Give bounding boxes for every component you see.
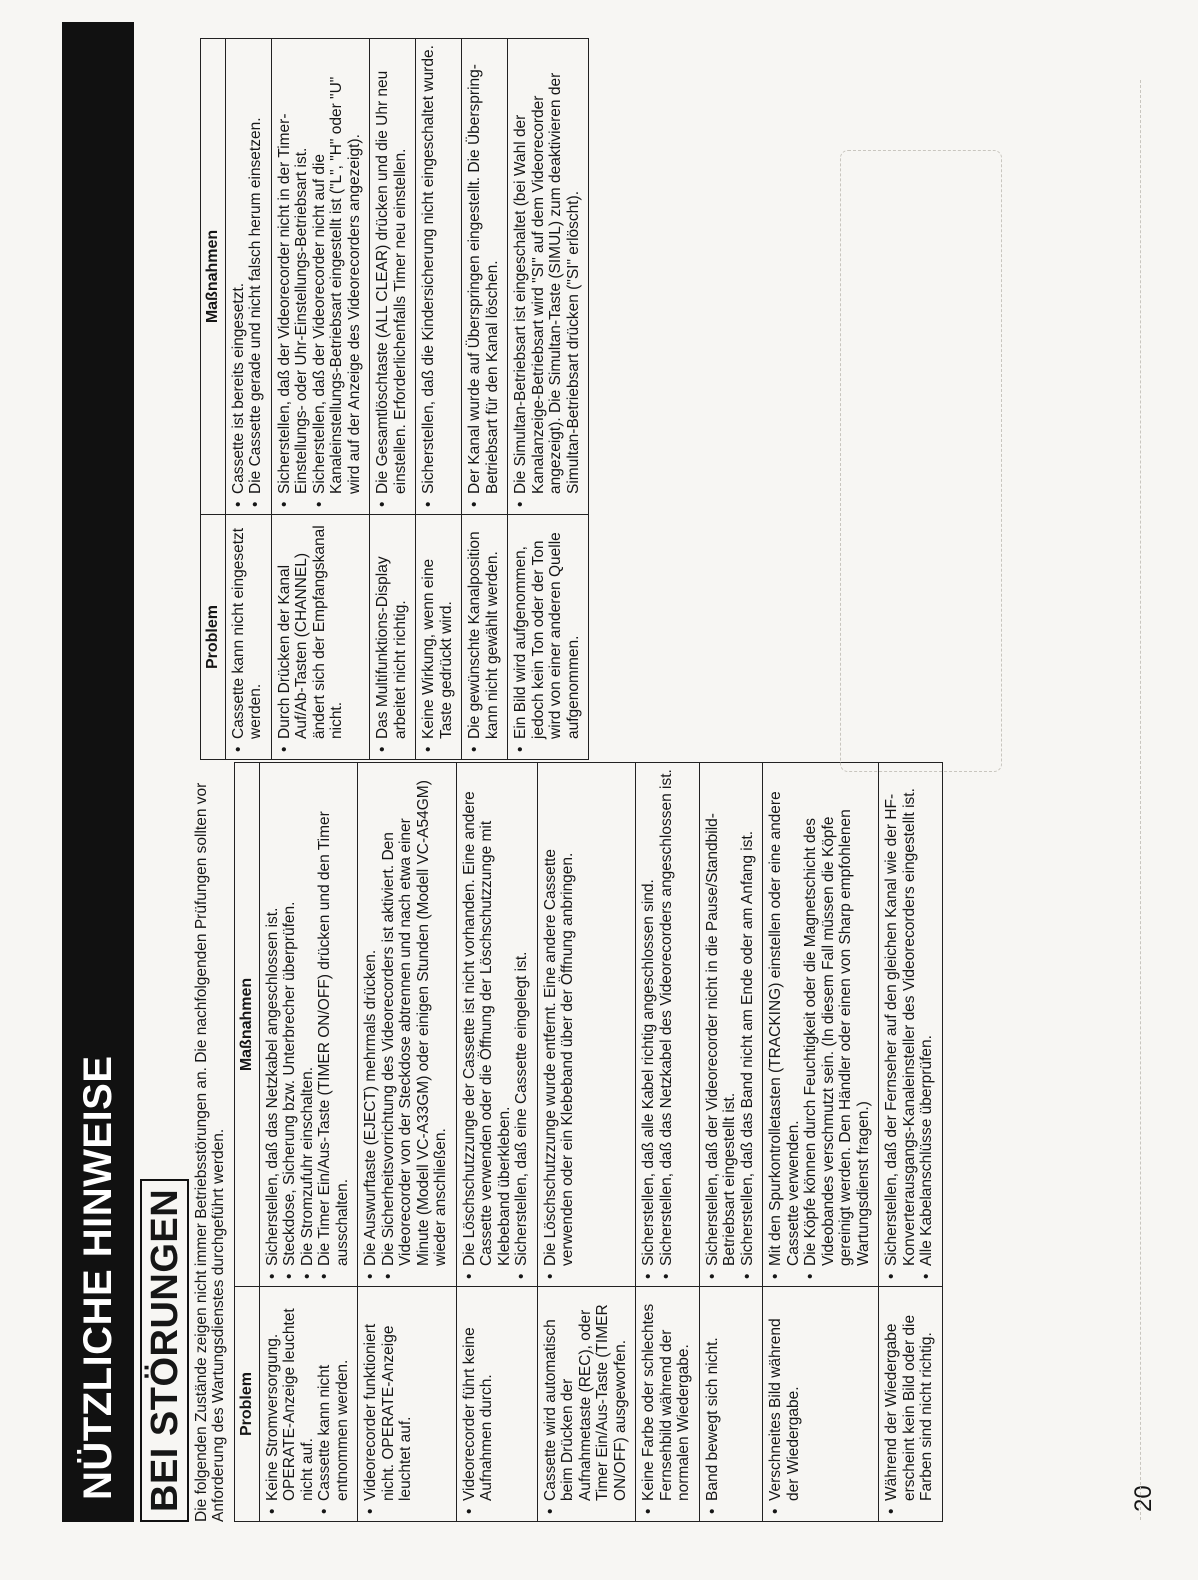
table-row — [225, 39, 271, 760]
problem-item: • Durch Drücken der Kanal Auf/Ab-Tasten (CHANNEL) ändert sich der Empfangskanal nicht. — [276, 521, 346, 753]
measure-item: • Die Cassette gerade und nicht falsch herum einsetzen. — [247, 45, 265, 508]
problem-cell — [537, 1287, 636, 1522]
header-problem: Problem — [200, 515, 225, 760]
measure-item: • Cassette ist bereits eingesetzt. — [230, 45, 248, 508]
measures-list — [767, 769, 872, 1280]
table-row — [636, 763, 700, 1522]
faint-illegible-text — [142, 38, 161, 760]
measures-list — [640, 769, 675, 1280]
problem-cell — [259, 1287, 358, 1522]
problem-list — [276, 521, 346, 753]
measures-cell — [259, 763, 358, 1287]
measure-item: • Alle Kabelanschlüsse überprüfen. — [918, 769, 936, 1280]
problem-item: • Cassette kann nicht eingesetzt werden. — [230, 521, 265, 753]
problem-item: • Cassette wird automatisch beim Drücken der Aufnahmetaste (REC), oder Timer Ein/Aus-Taste (TIMER ON/OFF) ausgeworfen. — [542, 1293, 630, 1515]
measures-cell — [879, 763, 943, 1287]
measures-cell — [225, 39, 271, 515]
table-row — [456, 763, 537, 1522]
measure-item: • Die Timer Ein/Aus-Taste (TIMER ON/OFF) drücken und den Timer ausschalten. — [316, 769, 351, 1280]
measure-item: • Steckdose, Sicherung bzw. Unterbrecher überprüfen. — [281, 769, 299, 1280]
measures-list — [374, 45, 409, 508]
measures-list — [276, 45, 364, 508]
problem-item: • Band bewegt sich nicht. — [704, 1293, 722, 1515]
problem-cell — [370, 515, 416, 760]
table-row — [358, 763, 457, 1522]
measure-item: • Die Stromzufuhr einschalten. — [299, 769, 317, 1280]
measure-item: • Die Simultan-Betriebsart ist eingeschaltet (bei Wahl der Kanalanzeige-Betriebsart wird "SI" auf dem Videorecorder angezeigt). Die Simultan-Taste (SIMUL) zum deaktivieren der Simultan-Betriebsart drücken ("SI" erlöscht). — [512, 45, 582, 508]
problem-cell — [462, 515, 508, 760]
measures-list — [461, 769, 531, 1280]
measure-item: • Die Löschschutzzunge der Cassette ist nicht vorhanden. Eine andere Cassette verwenden oder die Öffnung der Löschschutzzunge mit Klebeband überkleben. — [461, 769, 514, 1280]
problem-cell — [225, 515, 271, 760]
table-row — [508, 39, 589, 760]
measure-item: • Sicherstellen, daß alle Kabel richtig angeschlossen sind. — [640, 769, 658, 1280]
measure-item: • Die Gesamtlöschtaste (ALL CLEAR) drücken und die Uhr neu einstellen. Erforderlichenfalls Timer neu einstellen. — [374, 45, 409, 508]
measures-list — [704, 769, 757, 1280]
problem-list — [230, 521, 265, 753]
measures-cell — [416, 39, 462, 515]
problem-cell — [636, 1287, 700, 1522]
problem-item: • Während der Wiedergabe erscheint kein Bild oder die Farben sind nicht richtig. — [883, 1293, 936, 1515]
problem-list — [466, 521, 501, 753]
problem-item: • Keine Farbe oder schlechtes Fernsehbild während der normalen Wiedergabe. — [640, 1293, 693, 1515]
table-row — [259, 763, 358, 1522]
header-measures: Maßnahmen — [200, 39, 225, 515]
measures-list — [883, 769, 936, 1280]
measure-item: • Die Sicherheitsvorrichtung des Videorecorders ist aktiviert. Den Videorecorder von der Steckdose abtrennen und nach etwa einer Minute (Modell VC-A33GM) oder einigen Stunden (Modell VC-A54GM) wieder anschließen. — [380, 769, 450, 1280]
measure-item: • Sicherstellen, daß der Videorecorder nicht in der Timer-Einstellungs- oder Uhr-Einstellungs-Betriebsart ist. — [276, 45, 311, 508]
problem-list — [767, 1293, 802, 1515]
problem-cell — [763, 1287, 879, 1522]
table-header-row — [200, 39, 225, 760]
problem-cell — [508, 515, 589, 760]
left-column — [140, 762, 943, 1522]
header-measures: Maßnahmen — [234, 763, 259, 1287]
problem-item: • Keine Wirkung, wenn eine Taste gedrückt wird. — [420, 521, 455, 753]
problem-item: • Keine Stromversorgung. OPERATE-Anzeige leuchtet nicht auf. — [264, 1293, 317, 1515]
problem-list — [374, 521, 409, 753]
problem-item: • Die gewünschte Kanalposition kann nicht gewählt werden. — [466, 521, 501, 753]
problem-list — [461, 1293, 496, 1515]
measures-list — [362, 769, 450, 1280]
measures-cell — [462, 39, 508, 515]
measures-cell — [636, 763, 700, 1287]
problem-item: • Cassette kann nicht entnommen werden. — [316, 1293, 351, 1515]
measure-item: • Die Auswurftaste (EJECT) mehrmals drücken. — [362, 769, 380, 1280]
problem-list — [704, 1293, 722, 1515]
measures-cell — [763, 763, 879, 1287]
problem-item: • Ein Bild wird aufgenommen, jedoch kein Ton oder der Ton wird von einer anderen Quelle aufgenommen. — [512, 521, 582, 753]
measures-list — [264, 769, 352, 1280]
problem-item: • Videorecorder funktioniert nicht. OPERATE-Anzeige leuchtet auf. — [362, 1293, 415, 1515]
measure-item: • Sicherstellen, daß das Netzkabel angeschlossen ist. — [264, 769, 282, 1280]
problem-item: • Das Multifunktions-Display arbeitet nicht richtig. — [374, 521, 409, 753]
table-row — [370, 39, 416, 760]
problem-list — [542, 1293, 630, 1515]
measure-item: • Sicherstellen, daß das Netzkabel des Videorecorders angeschlossen ist. — [658, 769, 676, 1280]
trouble-table-left — [234, 762, 943, 1522]
measure-item: • Sicherstellen, daß der Fernseher auf den gleichen Kanal wie der HF-Konverterausgangs-Kanaleinsteller des Videorecorders eingestellt ist. — [883, 769, 918, 1280]
table-body-right — [225, 39, 589, 760]
measures-list — [230, 45, 265, 508]
problem-list — [362, 1293, 415, 1515]
table-body-left — [259, 763, 942, 1522]
table-row — [879, 763, 943, 1522]
section-intro: Die folgenden Zustände zeigen nicht immer Betriebsstörungen an. Die nachfolgenden Prüfungen sollten vor Anforderung des Wartungsdienstes durchgeführt werden. — [193, 782, 228, 1522]
problem-cell — [358, 1287, 457, 1522]
problem-list — [883, 1293, 936, 1515]
problem-item: • Verschneites Bild während der Wiedergabe. — [767, 1293, 802, 1515]
measures-list — [466, 45, 501, 508]
measures-cell — [358, 763, 457, 1287]
table-row — [537, 763, 636, 1522]
measure-item: • Die Köpfe können durch Feuchtigkeit oder die Magnetschicht des Videobandes verschmutzt sein. (In diesem Fall müssen die Köpfe gereinigt werden. Den Händler oder einen von Sharp empfohlenen Wartungsdienst fragen.) — [802, 769, 872, 1280]
measure-item: • Sicherstellen, daß der Videorecorder nicht auf die Kanaleinstellungs-Betriebsart eingestellt ist ("L", "H" oder "U" wird auf der Anzeige des Videorecorders angezeigt). — [311, 45, 364, 508]
problem-list — [512, 521, 582, 753]
table-row — [462, 39, 508, 760]
faint-illegible-text — [171, 38, 190, 760]
faint-scan-artifact — [840, 150, 1002, 772]
problem-list — [264, 1293, 352, 1515]
measures-cell — [537, 763, 636, 1287]
right-column — [140, 38, 589, 760]
measures-list — [542, 769, 577, 1280]
measure-item: • Mit den Spurkontrolletasten (TRACKING) einstellen oder eine andere Cassette verwenden. — [767, 769, 802, 1280]
measures-list — [420, 45, 438, 508]
measures-cell — [699, 763, 763, 1287]
page-number: 20 — [1130, 1485, 1157, 1512]
measures-cell — [508, 39, 589, 515]
measures-cell — [370, 39, 416, 515]
measure-item: • Die Löschschutzzunge wurde entfernt. Eine andere Cassette verwenden oder ein Klebeband über der Öffnung anbringen. — [542, 769, 577, 1280]
problem-list — [640, 1293, 693, 1515]
measures-cell — [271, 39, 370, 515]
problem-cell — [879, 1287, 943, 1522]
table-header-row — [234, 763, 259, 1522]
measure-item: • Sicherstellen, daß der Videorecorder nicht in die Pause/Standbild-Betriebsart eingestellt ist. — [704, 769, 739, 1280]
problem-cell — [699, 1287, 763, 1522]
measure-item: • Sicherstellen, daß eine Cassette eingelegt ist. — [513, 769, 531, 1280]
faint-scan-line — [1140, 80, 1141, 1520]
header-title: NÜTZLICHE HINWEISE — [75, 1055, 120, 1500]
table-row — [763, 763, 879, 1522]
measures-cell — [456, 763, 537, 1287]
table-row — [416, 39, 462, 760]
measure-item: • Sicherstellen, daß das Band nicht am Ende oder am Anfang ist. — [739, 769, 757, 1280]
table-row — [699, 763, 763, 1522]
table-row — [271, 39, 370, 760]
problem-cell — [456, 1287, 537, 1522]
header-problem: Problem — [234, 1287, 259, 1522]
problem-cell — [271, 515, 370, 760]
measure-item: • Der Kanal wurde auf Überspringen eingestellt. Die Überspring-Betriebsart für den Kanal löschen. — [466, 45, 501, 508]
measure-item: • Sicherstellen, daß die Kindersicherung nicht eingeschaltet wurde. — [420, 45, 438, 508]
problem-list — [420, 521, 455, 753]
problem-item: • Videorecorder führt keine Aufnahmen durch. — [461, 1293, 496, 1515]
section-title: BEI STÖRUNGEN — [140, 1179, 189, 1522]
problem-cell — [416, 515, 462, 760]
header-banner — [62, 22, 134, 1522]
trouble-table-right — [200, 38, 590, 760]
measures-list — [512, 45, 582, 508]
